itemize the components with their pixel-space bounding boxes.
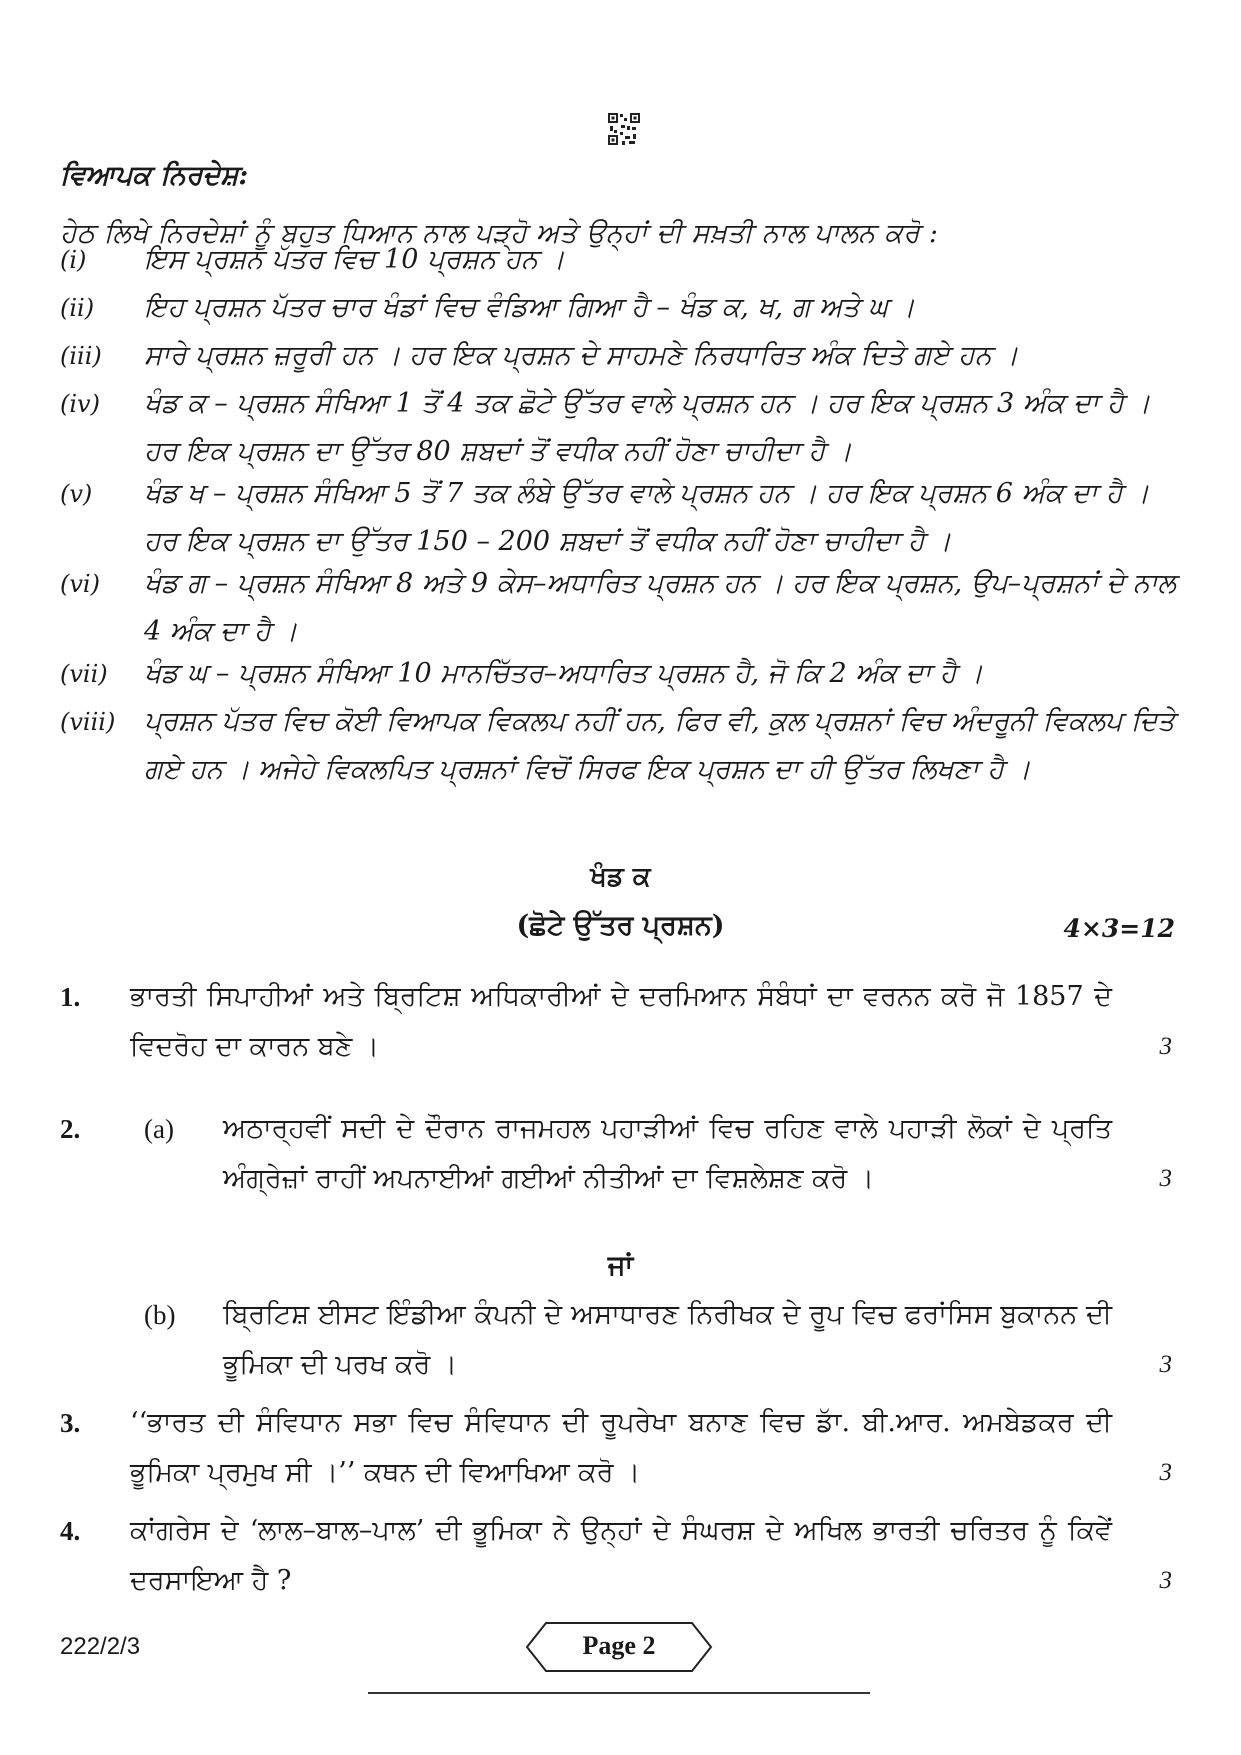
question-subpart-label: (b) — [144, 1300, 176, 1330]
footer-divider — [368, 1692, 870, 1694]
page-number-badge — [524, 1620, 714, 1674]
instruction-number: (viii) — [60, 708, 116, 736]
instructions-intro: ਹੇਠ ਲਿਖੇ ਨਿਰਦੇਸ਼ਾਂ ਨੂੰ ਬਹੁਤ ਧਿਆਨ ਨਾਲ ਪੜ੍ਹੋ ਅਤੇ ਉਨ੍ਹਾਂ ਦੀ ਸਖ਼ਤੀ ਨਾਲ ਪਾਲਨ ਕਰੋ : — [60, 218, 939, 249]
qr-code-icon — [607, 112, 641, 146]
instruction-text: ਖੰਡ ਖ – ਪ੍ਰਸ਼ਨ ਸੰਖਿਆ 5 ਤੋਂ 7 ਤਕ ਲੰਬੇ ਉੱਤਰ ਵਾਲੇ ਪ੍ਰਸ਼ਨ ਹਨ । ਹਰ ਇਕ ਪ੍ਰਸ਼ਨ 6 ਅੰਕ ਦਾ ਹੈ । ਹਰ ਇਕ ਪ੍ਰਸ਼ਨ ਦਾ ਉੱਤਰ 150 – 200 ਸ਼ਬਦਾਂ ਤੋਂ ਵਧੀਕ ਨਹੀਂ ਹੋਣਾ ਚਾਹੀਦਾ ਹੈ । — [144, 478, 1150, 557]
question-marks: 3 — [1159, 1459, 1172, 1486]
question-2b — [60, 1290, 1172, 1390]
instruction-item — [60, 698, 1190, 794]
instruction-item — [60, 332, 1190, 380]
or-separator: ਜਾਂ — [607, 1250, 634, 1281]
question-text: ਅਠਾਰ੍ਹਵੀਂ ਸਦੀ ਦੇ ਦੌਰਾਨ ਰਾਜਮਹਲ ਪਹਾੜੀਆਂ ਵਿਚ ਰਹਿਣ ਵਾਲੇ ਪਹਾੜੀ ਲੋਕਾਂ ਦੇ ਪ੍ਰਤਿ ਅੰਗ੍ਰੇਜ਼ਾਂ ਰਾਹੀਂ ਅਪਨਾਈਆਂ ਗਈਆਂ ਨੀਤੀਆਂ ਦਾ ਵਿਸ਼ਲੇਸ਼ਣ ਕਰੋ । — [223, 1113, 1112, 1194]
instruction-item — [60, 380, 1190, 476]
paper-code: 222/2/3 — [60, 1633, 141, 1660]
instruction-text: ਪ੍ਰਸ਼ਨ ਪੱਤਰ ਵਿਚ ਕੋਈ ਵਿਆਪਕ ਵਿਕਲਪ ਨਹੀਂ ਹਨ, ਫਿਰ ਵੀ, ਕੁਲ ਪ੍ਰਸ਼ਨਾਂ ਵਿਚ ਅੰਦਰੂਨੀ ਵਿਕਲਪ ਦਿਤੇ ਗਏ ਹਨ । ਅਜੇਹੇ ਵਿਕਲਪਿਤ ਪ੍ਰਸ਼ਨਾਂ ਵਿਚੋਂ ਸਿਰਫ ਇਕ ਪ੍ਰਸ਼ਨ ਦਾ ਹੀ ਉੱਤਰ ਲਿਖਣਾ ਹੈ । — [144, 706, 1175, 785]
instruction-number: (ii) — [60, 294, 95, 322]
section-title: ਖੰਡ ਕ — [590, 862, 651, 892]
instruction-text: ਇਸ ਪ੍ਰਸ਼ਨ ਪੱਤਰ ਵਿਚ 10 ਪ੍ਰਸ਼ਨ ਹਨ । — [144, 244, 565, 275]
instructions-heading: ਵਿਆਪਕ ਨਿਰਦੇਸ਼: — [60, 160, 249, 191]
instruction-number: (vi) — [60, 570, 100, 598]
question-marks: 3 — [1159, 1351, 1172, 1378]
instruction-item — [60, 236, 1190, 284]
question-subpart-label: (a) — [144, 1114, 174, 1144]
instruction-text: ਇਹ ਪ੍ਰਸ਼ਨ ਪੱਤਰ ਚਾਰ ਖੰਡਾਂ ਵਿਚ ਵੰਡਿਆ ਗਿਆ ਹੈ – ਖੰਡ ਕ, ਖ, ਗ ਅਤੇ ਘ । — [144, 292, 915, 323]
instruction-number: (iii) — [60, 342, 102, 370]
instruction-item — [60, 560, 1190, 656]
page-number: Page 2 — [582, 1631, 656, 1660]
question-text: ਕਾਂਗਰੇਸ ਦੇ ‘ਲਾਲ–ਬਾਲ–ਪਾਲ’ ਦੀ ਭੂਮਿਕਾ ਨੇ ਉਨ੍ਹਾਂ ਦੇ ਸੰਘਰਸ਼ ਦੇ ਅਖਿਲ ਭਾਰਤੀ ਚਰਿਤਰ ਨੂੰ ਕਿਵੇਂ ਦਰਸਾਇਆ ਹੈ ? — [130, 1515, 1112, 1596]
instruction-number: (v) — [60, 480, 93, 508]
instruction-text: ਸਾਰੇ ਪ੍ਰਸ਼ਨ ਜ਼ਰੂਰੀ ਹਨ । ਹਰ ਇਕ ਪ੍ਰਸ਼ਨ ਦੇ ਸਾਹਮਣੇ ਨਿਰਧਾਰਿਤ ਅੰਕ ਦਿਤੇ ਗਏ ਹਨ । — [144, 340, 1019, 371]
question-marks: 3 — [1159, 1567, 1172, 1594]
question-text: ਭਾਰਤੀ ਸਿਪਾਹੀਆਂ ਅਤੇ ਬ੍ਰਿਟਿਸ਼ ਅਧਿਕਾਰੀਆਂ ਦੇ ਦਰਮਿਆਨ ਸੰਬੰਧਾਂ ਦਾ ਵਰਨਨ ਕਰੋ ਜੋ 1857 ਦੇ ਵਿਦਰੋਹ ਦਾ ਕਾਰਨ ਬਣੇ । — [130, 981, 1112, 1062]
question-1 — [60, 972, 1172, 1072]
instruction-item — [60, 470, 1190, 566]
question-text: ਬ੍ਰਿਟਿਸ਼ ਈਸਟ ਇੰਡੀਆ ਕੰਪਨੀ ਦੇ ਅਸਾਧਾਰਣ ਨਿਰੀਖਕ ਦੇ ਰੂਪ ਵਿਚ ਫਰਾਂਸਿਸ ਬੁਕਾਨਨ ਦੀ ਭੂਮਿਕਾ ਦੀ ਪਰਖ ਕਰੋ । — [223, 1299, 1112, 1380]
instruction-item — [60, 284, 1190, 332]
instruction-text: ਖੰਡ ਕ – ਪ੍ਰਸ਼ਨ ਸੰਖਿਆ 1 ਤੋਂ 4 ਤਕ ਛੋਟੇ ਉੱਤਰ ਵਾਲੇ ਪ੍ਰਸ਼ਨ ਹਨ । ਹਰ ਇਕ ਪ੍ਰਸ਼ਨ 3 ਅੰਕ ਦਾ ਹੈ । ਹਰ ਇਕ ਪ੍ਰਸ਼ਨ ਦਾ ਉੱਤਰ 80 ਸ਼ਬਦਾਂ ਤੋਂ ਵਧੀਕ ਨਹੀਂ ਹੋਣਾ ਚਾਹੀਦਾ ਹੈ । — [144, 388, 1151, 467]
question-number: 1. — [60, 982, 81, 1012]
instruction-number: (i) — [60, 246, 87, 274]
instruction-item — [60, 650, 1190, 698]
instruction-number: (iv) — [60, 390, 100, 418]
instruction-text: ਖੰਡ ਗ – ਪ੍ਰਸ਼ਨ ਸੰਖਿਆ 8 ਅਤੇ 9 ਕੇਸ–ਅਧਾਰਿਤ ਪ੍ਰਸ਼ਨ ਹਨ । ਹਰ ਇਕ ਪ੍ਰਸ਼ਨ, ਉਪ–ਪ੍ਰਸ਼ਨਾਂ ਦੇ ਨਾਲ 4 ਅੰਕ ਦਾ ਹੈ । — [144, 568, 1176, 647]
question-marks: 3 — [1159, 1165, 1172, 1192]
section-marks-total: 4×3=12 — [1063, 914, 1175, 943]
instruction-text: ਖੰਡ ਘ – ਪ੍ਰਸ਼ਨ ਸੰਖਿਆ 10 ਮਾਨਚਿੱਤਰ–ਅਧਾਰਿਤ ਪ੍ਰਸ਼ਨ ਹੈ, ਜੋ ਕਿ 2 ਅੰਕ ਦਾ ਹੈ । — [144, 658, 984, 689]
question-marks: 3 — [1159, 1033, 1172, 1060]
question-number: 3. — [60, 1408, 81, 1438]
question-2a — [60, 1104, 1172, 1204]
question-number: 2. — [60, 1114, 81, 1144]
question-number: 4. — [60, 1516, 81, 1546]
question-4 — [60, 1506, 1172, 1606]
instruction-number: (vii) — [60, 660, 108, 688]
section-subtitle: (ਛੋਟੇ ਉੱਤਰ ਪ੍ਰਸ਼ਨ) — [516, 910, 725, 941]
question-3 — [60, 1398, 1172, 1498]
question-text: ‘‘ਭਾਰਤ ਦੀ ਸੰਵਿਧਾਨ ਸਭਾ ਵਿਚ ਸੰਵਿਧਾਨ ਦੀ ਰੂਪਰੇਖਾ ਬਨਾਣ ਵਿਚ ਡਾੱ. ਬੀ.ਆਰ. ਅਮਬੇਡਕਰ ਦੀ ਭੂਮਿਕਾ ਪ੍ਰਮੁਖ ਸੀ ।’’ ਕਥਨ ਦੀ ਵਿਆਖਿਆ ਕਰੋ । — [130, 1407, 1112, 1488]
